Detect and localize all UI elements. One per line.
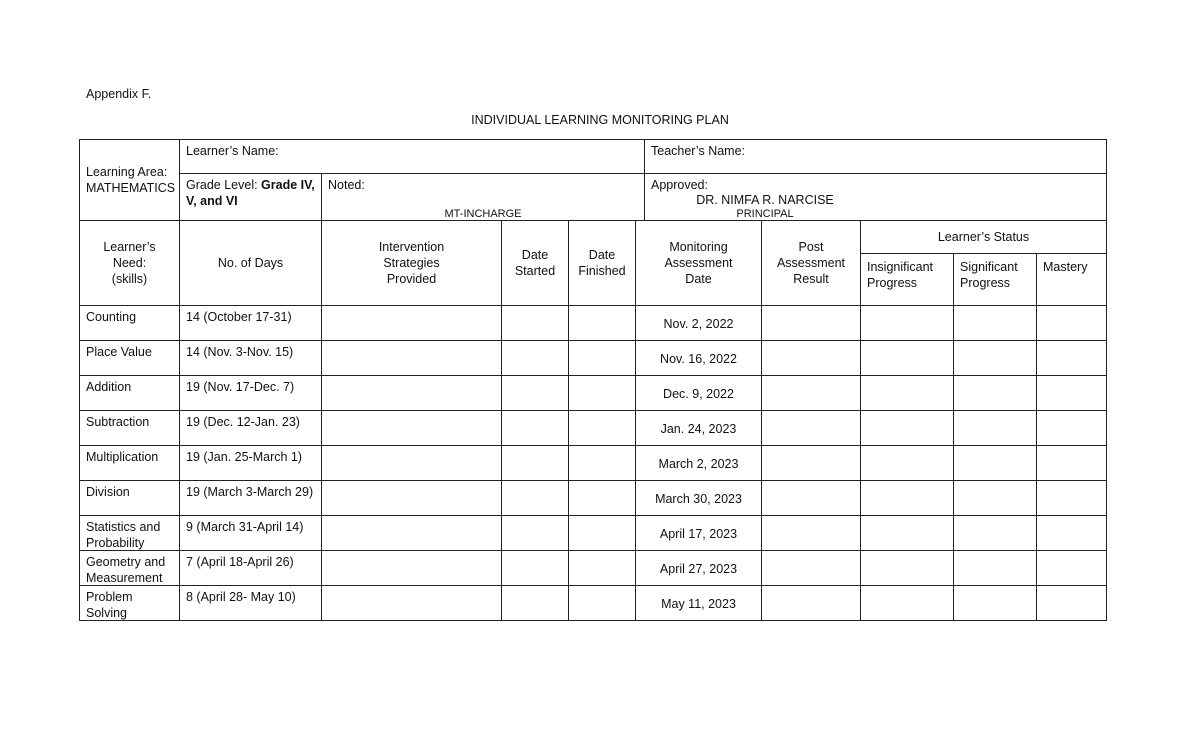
mastery-cell [1036, 445, 1107, 481]
skill-text: Place Value [86, 345, 152, 359]
appendix-label: Appendix F. [86, 87, 152, 101]
post-line-2: Assessment [776, 256, 846, 270]
skill-text: Statistics and Probability [86, 520, 161, 550]
date-started-cell [501, 550, 569, 586]
need-line-1: Learner’s [103, 240, 156, 254]
column-header-post-assessment [761, 220, 861, 306]
skill-cell [79, 410, 180, 446]
strategies-line-3: Provided [386, 272, 437, 286]
grade-level-value: Grade IV, V, and VI [186, 178, 315, 208]
mastery-cell [1036, 305, 1107, 341]
column-header-strategies [321, 220, 502, 306]
skill-text: Geometry and Measurement [86, 555, 166, 585]
monitoring-date-cell [635, 550, 762, 586]
days-label: No. of Days [217, 256, 284, 270]
skill-text: Counting [86, 310, 137, 324]
skill-cell [79, 340, 180, 376]
significant-line-2: Progress [960, 276, 1011, 290]
finished-line-2: Finished [578, 264, 626, 278]
mastery-cell [1036, 550, 1107, 586]
days-cell [179, 515, 322, 551]
noted-cell [321, 173, 645, 221]
column-header-mastery [1036, 253, 1107, 306]
strategies-cell [321, 515, 502, 551]
mastery-cell [1036, 410, 1107, 446]
monitoring-date-text: Dec. 9, 2022 [663, 387, 734, 401]
days-text: 8 (April 28- May 10) [186, 590, 296, 604]
mastery-cell [1036, 480, 1107, 516]
post-assessment-cell [761, 515, 861, 551]
significant-line-1: Significant [960, 260, 1018, 274]
noted-role: MT-INCHARGE [444, 208, 522, 220]
date-started-cell [501, 410, 569, 446]
strategies-line-2: Strategies [383, 256, 440, 270]
date-started-cell [501, 515, 569, 551]
mastery-cell [1036, 585, 1107, 621]
insignificant-line-1: Insignificant [867, 260, 934, 274]
monitoring-date-cell [635, 410, 762, 446]
finished-line-1: Date [588, 248, 616, 262]
insignificant-line-2: Progress [867, 276, 918, 290]
strategies-cell [321, 410, 502, 446]
strategies-cell [321, 305, 502, 341]
significant-cell [953, 585, 1037, 621]
days-cell [179, 550, 322, 586]
skill-cell [79, 550, 180, 586]
significant-cell [953, 480, 1037, 516]
monitoring-date-text: April 17, 2023 [659, 527, 738, 541]
skill-text: Subtraction [86, 415, 150, 429]
monitoring-line-3: Date [685, 272, 712, 286]
insignificant-cell [860, 585, 954, 621]
monitoring-date-text: Nov. 2, 2022 [663, 317, 734, 331]
monitoring-date-cell [635, 375, 762, 411]
strategies-cell [321, 340, 502, 376]
insignificant-cell [860, 340, 954, 376]
grade-level-label: Grade Level: [186, 178, 262, 192]
significant-cell [953, 410, 1037, 446]
date-finished-cell [568, 305, 636, 341]
skill-text: Addition [86, 380, 132, 394]
status-label: Learner’s Status [937, 230, 1030, 244]
date-started-cell [501, 305, 569, 341]
days-text: 14 (October 17-31) [186, 310, 292, 324]
started-line-2: Started [514, 264, 556, 278]
column-header-significant [953, 253, 1037, 306]
skill-cell [79, 585, 180, 621]
strategies-cell [321, 375, 502, 411]
date-started-cell [501, 585, 569, 621]
need-line-2: Need: [112, 256, 147, 270]
strategies-cell [321, 585, 502, 621]
days-cell [179, 410, 322, 446]
insignificant-cell [860, 480, 954, 516]
column-header-date-finished [568, 220, 636, 306]
significant-cell [953, 375, 1037, 411]
post-assessment-cell [761, 480, 861, 516]
date-started-cell [501, 445, 569, 481]
significant-cell [953, 445, 1037, 481]
strategies-cell [321, 480, 502, 516]
monitoring-date-text: May 11, 2023 [661, 597, 736, 611]
days-cell [179, 480, 322, 516]
days-text: 9 (March 31-April 14) [186, 520, 304, 534]
days-text: 19 (Nov. 17-Dec. 7) [186, 380, 295, 394]
monitoring-date-cell [635, 340, 762, 376]
skill-cell [79, 515, 180, 551]
date-finished-cell [568, 445, 636, 481]
days-cell [179, 585, 322, 621]
teachers-name-label: Teacher’s Name: [651, 144, 746, 158]
strategies-cell [321, 550, 502, 586]
need-line-3: (skills) [111, 272, 148, 286]
date-finished-cell [568, 375, 636, 411]
monitoring-date-text: April 27, 2023 [659, 562, 738, 576]
date-finished-cell [568, 340, 636, 376]
date-started-cell [501, 375, 569, 411]
date-finished-cell [568, 585, 636, 621]
page-title: INDIVIDUAL LEARNING MONITORING PLAN [471, 113, 729, 127]
days-text: 19 (Jan. 25-March 1) [186, 450, 303, 464]
mastery-label: Mastery [1043, 260, 1088, 274]
insignificant-cell [860, 550, 954, 586]
mastery-cell [1036, 515, 1107, 551]
column-header-insignificant [860, 253, 954, 306]
learning-area-value: MATHEMATICS [86, 181, 176, 195]
monitoring-line-1: Monitoring [669, 240, 728, 254]
column-header-learners-status [860, 220, 1107, 254]
skill-cell [79, 305, 180, 341]
days-text: 19 (March 3-March 29) [186, 485, 314, 499]
mastery-cell [1036, 375, 1107, 411]
date-started-cell [501, 480, 569, 516]
post-assessment-cell [761, 340, 861, 376]
monitoring-plan-table [79, 139, 1107, 621]
post-assessment-cell [761, 375, 861, 411]
learning-area-cell [79, 139, 180, 221]
date-finished-cell [568, 515, 636, 551]
skill-text: Problem Solving [86, 590, 133, 620]
monitoring-date-cell [635, 480, 762, 516]
column-header-monitoring-date [635, 220, 762, 306]
monitoring-date-text: Nov. 16, 2022 [660, 352, 737, 366]
date-finished-cell [568, 480, 636, 516]
insignificant-cell [860, 305, 954, 341]
grade-level-cell [179, 173, 322, 221]
column-header-date-started [501, 220, 569, 306]
learners-name-cell [179, 139, 645, 174]
mastery-cell [1036, 340, 1107, 376]
date-finished-cell [568, 410, 636, 446]
column-header-need [79, 220, 180, 306]
date-finished-cell [568, 550, 636, 586]
post-line-1: Post [798, 240, 824, 254]
significant-cell [953, 305, 1037, 341]
monitoring-date-text: March 2, 2023 [658, 457, 739, 471]
monitoring-date-cell [635, 585, 762, 621]
learning-area-label: Learning Area: [86, 165, 168, 179]
approver-name: DR. NIMFA R. NARCISE [696, 193, 834, 207]
days-text: 19 (Dec. 12-Jan. 23) [186, 415, 300, 429]
monitoring-date-cell [635, 515, 762, 551]
insignificant-cell [860, 515, 954, 551]
monitoring-date-cell [635, 305, 762, 341]
insignificant-cell [860, 410, 954, 446]
days-text: 14 (Nov. 3-Nov. 15) [186, 345, 294, 359]
monitoring-line-2: Assessment [664, 256, 733, 270]
strategies-cell [321, 445, 502, 481]
post-assessment-cell [761, 585, 861, 621]
column-header-days [179, 220, 322, 306]
approved-cell [644, 173, 1107, 221]
date-started-cell [501, 340, 569, 376]
skill-cell [79, 445, 180, 481]
post-line-3: Result [793, 272, 829, 286]
monitoring-date-text: March 30, 2023 [655, 492, 742, 506]
days-text: 7 (April 18-April 26) [186, 555, 294, 569]
skill-text: Division [86, 485, 130, 499]
post-assessment-cell [761, 445, 861, 481]
significant-cell [953, 550, 1037, 586]
monitoring-date-cell [635, 445, 762, 481]
approver-role: PRINCIPAL [736, 208, 794, 220]
significant-cell [953, 340, 1037, 376]
days-cell [179, 340, 322, 376]
significant-cell [953, 515, 1037, 551]
insignificant-cell [860, 445, 954, 481]
approved-label: Approved: [651, 178, 708, 192]
teachers-name-cell [644, 139, 1107, 174]
post-assessment-cell [761, 410, 861, 446]
monitoring-date-text: Jan. 24, 2023 [660, 422, 737, 436]
days-cell [179, 305, 322, 341]
skill-text: Multiplication [86, 450, 159, 464]
noted-label: Noted: [328, 178, 365, 192]
post-assessment-cell [761, 550, 861, 586]
days-cell [179, 375, 322, 411]
skill-cell [79, 480, 180, 516]
learners-name-label: Learner’s Name: [186, 144, 279, 158]
started-line-1: Date [521, 248, 549, 262]
post-assessment-cell [761, 305, 861, 341]
days-cell [179, 445, 322, 481]
insignificant-cell [860, 375, 954, 411]
skill-cell [79, 375, 180, 411]
strategies-line-1: Intervention [378, 240, 445, 254]
